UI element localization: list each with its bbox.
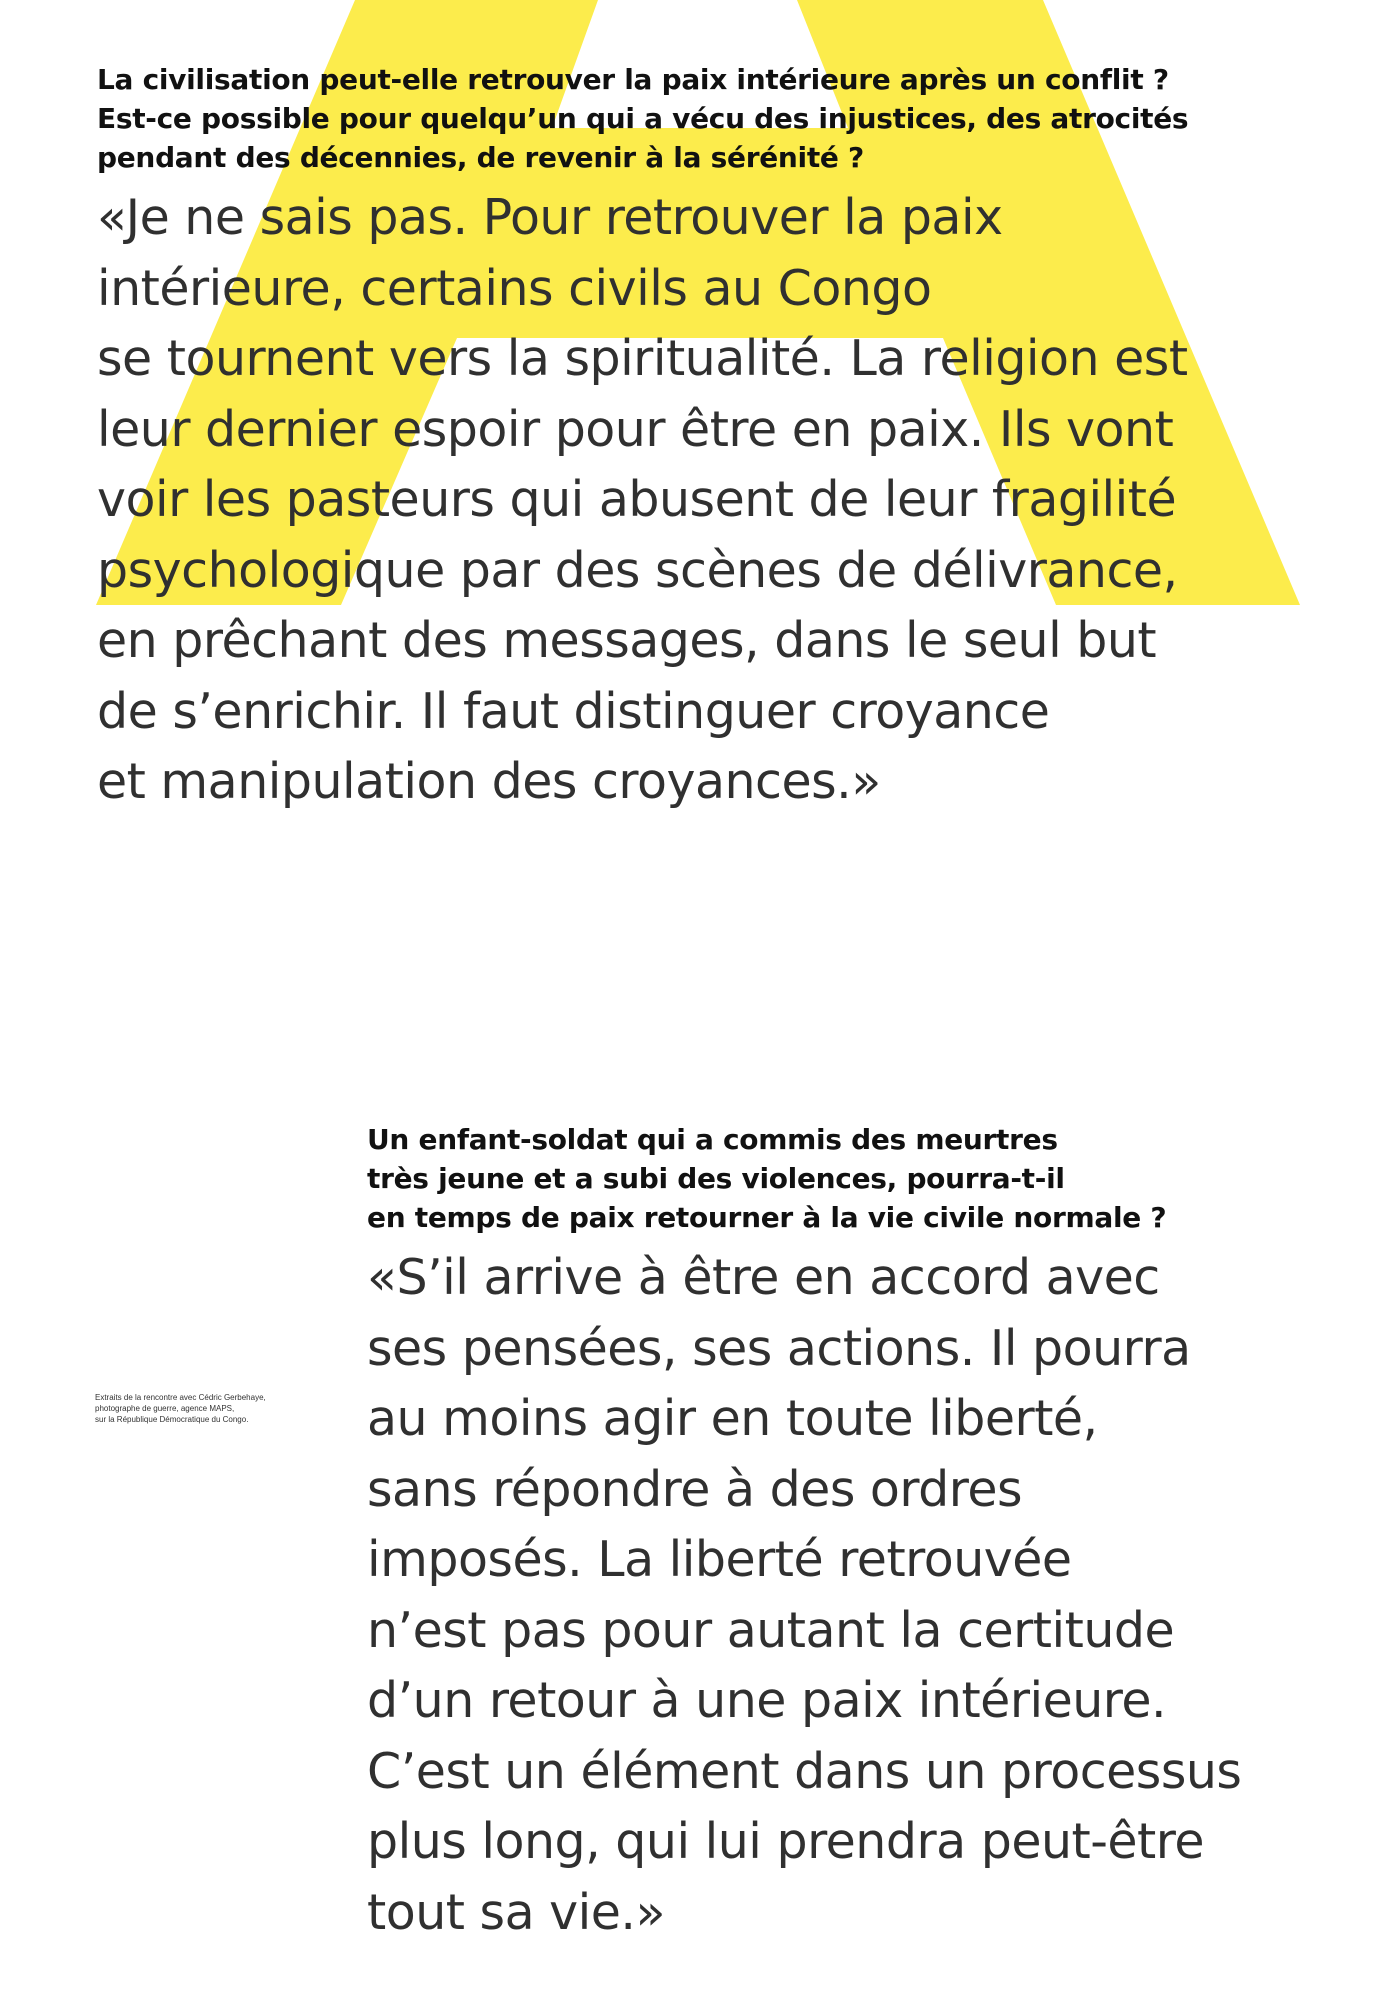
question-line: La civilisation peut-elle retrouver la paix intérieure après un conflit ? [97, 63, 1169, 96]
interview-question-2 [367, 1120, 1241, 1237]
caption-line: Extraits de la rencontre avec Cédric Gerbehaye, [95, 1393, 266, 1402]
answer-line: de s’enrichir. Il faut distinguer croyance [97, 682, 1050, 740]
interview-block-2 [367, 1120, 1241, 1948]
answer-line: en prêchant des messages, dans le seul but [97, 612, 1157, 669]
answer-line: plus long, qui lui prendra peut-être [367, 1813, 1204, 1870]
question-line: Est-ce possible pour quelqu’un qui a vécu des injustices, des atrocités [97, 102, 1189, 135]
interview-block-1 [97, 60, 1188, 818]
answer-line: «Je ne sais pas. Pour retrouver la paix [97, 189, 1003, 246]
interview-question-1 [97, 60, 1188, 177]
answer-line: C’est un élément dans un processus [367, 1742, 1242, 1800]
question-line: Un enfant-soldat qui a commis des meurtres [367, 1123, 1058, 1156]
answer-line: intérieure, certains civils au Congo [97, 259, 932, 317]
answer-line: sans répondre à des ordres [367, 1460, 1023, 1518]
answer-line: «S’il arrive à être en accord avec [367, 1249, 1160, 1306]
answer-line: n’est pas pour autant la certitude [367, 1601, 1175, 1659]
question-line: pendant des décennies, de revenir à la sérénité ? [97, 141, 864, 174]
answer-line: d’un retour à une paix intérieure. [367, 1672, 1167, 1729]
caption-line: sur la République Démocratique du Congo. [95, 1415, 249, 1424]
answer-line: leur dernier espoir pour être en paix. Ils vont [97, 400, 1174, 458]
answer-line: se tournent vers la spiritualité. La religion est [97, 330, 1188, 387]
question-line: très jeune et a subi des violences, pourra-t-il [367, 1162, 1065, 1195]
answer-line: au moins agir en toute liberté, [367, 1390, 1098, 1447]
question-line: en temps de paix retourner à la vie civile normale ? [367, 1201, 1167, 1234]
answer-line: ses pensées, ses actions. Il pourra [367, 1319, 1191, 1377]
answer-line: psychologique par des scènes de délivrance, [97, 541, 1178, 599]
caption-line: photographe de guerre, agence MAPS, [95, 1404, 235, 1413]
answer-line: et manipulation des croyances.» [97, 753, 881, 810]
answer-line: tout sa vie.» [367, 1883, 665, 1941]
source-caption [95, 1392, 266, 1425]
answer-line: imposés. La liberté retrouvée [367, 1531, 1072, 1588]
interview-answer-1 [97, 183, 1188, 818]
answer-line: voir les pasteurs qui abusent de leur fragilité [97, 471, 1177, 528]
interview-answer-2 [367, 1243, 1241, 1948]
